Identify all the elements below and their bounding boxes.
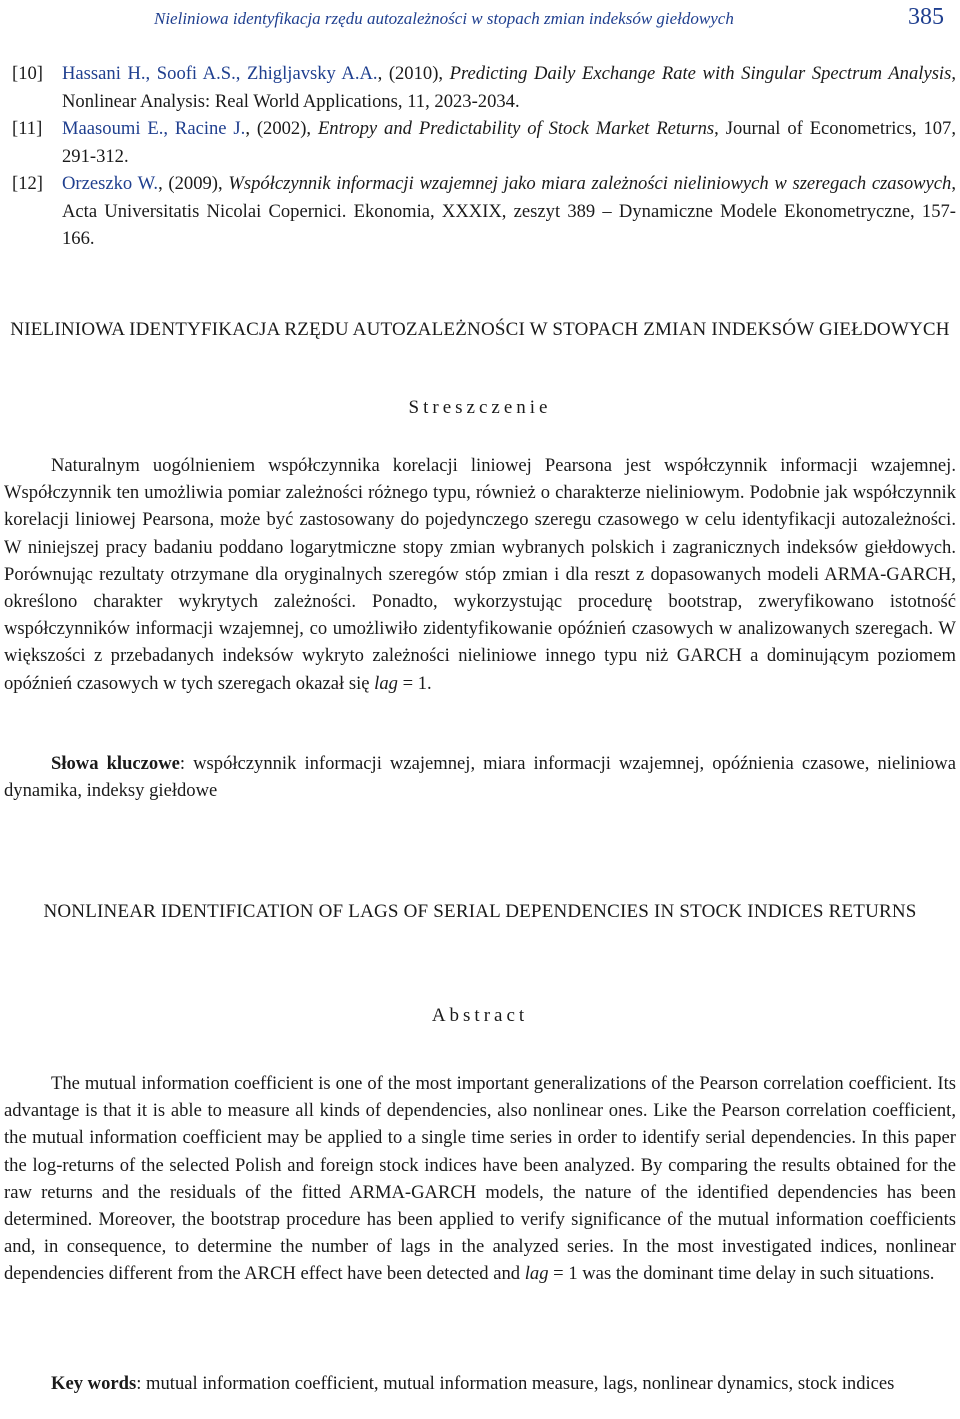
reference-year: , (2010), <box>377 63 450 84</box>
reference-title: Współczynnik informacji wzajemnej jako miara zależności nieliniowych w szeregach czasowych <box>228 173 952 194</box>
reference-year: , (2002), <box>245 118 318 139</box>
lag-symbol: lag <box>524 1263 549 1285</box>
reference-authors: Hassani H., Soofi A.S., Zhigljavsky A.A. <box>62 63 378 84</box>
polish-title: NIELINIOWA IDENTYFIKACJA RZĘDU AUTOZALEŻNOŚCI W STOPACH ZMIAN INDEKSÓW GIEŁDOWYCH <box>10 319 950 340</box>
reference-item <box>12 170 956 253</box>
reference-number: [12] <box>12 173 43 194</box>
reference-source: , Acta Universitatis Nicolai Copernici. Ekonomia, XXXIX, zeszyt 389 – Dynamiczne Modele Ekonometryczne, 157-166. <box>62 173 957 249</box>
english-title: NONLINEAR IDENTIFICATION OF LAGS OF SERIAL DEPENDENCIES IN STOCK INDICES RETURNS <box>43 901 917 922</box>
keywords-label: Słowa kluczowe <box>51 753 180 774</box>
reference-text <box>62 170 956 253</box>
reference-number: [11] <box>12 118 43 139</box>
polish-abstract-heading: Streszczenie <box>408 397 552 418</box>
reference-number: [10] <box>12 63 43 84</box>
english-keywords <box>4 1370 956 1397</box>
reference-item <box>12 60 956 115</box>
english-abstract <box>4 1070 956 1288</box>
lag-symbol: lag <box>374 672 398 694</box>
polish-abstract-end: = 1. <box>397 672 432 694</box>
reference-title: Predicting Daily Exchange Rate with Singular Spectrum Analysis <box>449 63 952 84</box>
polish-keywords <box>4 750 956 804</box>
reference-year: , (2009), <box>158 173 229 194</box>
reference-list <box>12 60 956 253</box>
polish-abstract-text: Naturalnym uogólnieniem współczynnika korelacji liniowej Pearsona jest współczynnik informacji wzajemnej. Współczynnik ten umożliwia pomiar zależności różnego typu, również o charakterze nieliniowym. Podobnie jak współczynnik korelacji liniowej Pearsona, może być zastosowany do pojedynczego szeregu czasowego w celu identyfikacji autozależności. W niniejszej pracy badaniu poddano logarytmiczne stopy zmian wybranych polskich i zagranicznych indeksów giełdowych. Porównując rezultaty otrzymane dla oryginalnych szeregów stóp zmian i dla reszt z dopasowanych modeli ARMA-GARCH, określono charakter wykrytych zależności. Ponadto, wykorzystując procedurę bootstrap, zweryfikowano istotność współczynników informacji wzajemnej, co umożliwiło zidentyfikowanie opóźnień czasowych w analizowanych szeregach. W większości z przebadanych indeksów wykryto zależności nieliniowe innego typu niż GARCH a dominującym poziomem opóźnień czasowych w tych szeregach okazał się <box>4 455 956 694</box>
reference-item <box>12 115 956 170</box>
polish-abstract <box>4 452 956 697</box>
english-abstract-end: = 1 was the dominant time delay in such situations. <box>548 1263 935 1285</box>
reference-authors: Orzeszko W. <box>62 173 159 194</box>
keywords-label: Key words <box>51 1373 137 1394</box>
reference-text <box>62 115 956 170</box>
reference-source: , Journal of Econometrics, 107, 291-312. <box>62 118 956 167</box>
keywords-text: : mutual information coefficient, mutual information measure, lags, nonlinear dynamics, stock indices <box>136 1373 895 1394</box>
reference-authors: Maasoumi E., Racine J. <box>62 118 246 139</box>
reference-text <box>62 60 956 115</box>
keywords-text: : współczynnik informacji wzajemnej, miara informacji wzajemnej, opóźnienia czasowe, nieliniowa dynamika, indeksy giełdowe <box>4 753 956 802</box>
running-header <box>4 4 956 30</box>
reference-title: Entropy and Predictability of Stock Market Returns <box>317 118 715 139</box>
reference-source: , Nonlinear Analysis: Real World Applications, 11, 2023-2034. <box>62 63 956 112</box>
page-number: 385 <box>908 4 944 30</box>
english-abstract-heading: Abstract <box>431 1005 529 1026</box>
running-title: Nieliniowa identyfikacja rzędu autozależności w stopach zmian indeksów giełdowych <box>154 9 734 28</box>
english-abstract-text: The mutual information coefficient is one of the most important generalizations of the Pearson correlation coefficient. Its advantage is that it is able to measure all kinds of dependencies, also nonlinear ones. Like the Pearson correlation coefficient, the mutual information coefficient may be applied to a single time series in order to identify serial dependencies. In this paper the log-returns of the selected Polish and foreign stock indices have been analyzed. By comparing the results obtained for the raw returns and the residuals of the fitted ARMA-GARCH models, the nature of the identified dependencies has been determined. Moreover, the bootstrap procedure has been applied to verify significance of the mutual information coefficients and, in consequence, to determine the number of lags in the analyzed series. In the most investigated indices, nonlinear dependencies different from the ARCH effect have been detected and <box>4 1073 956 1285</box>
